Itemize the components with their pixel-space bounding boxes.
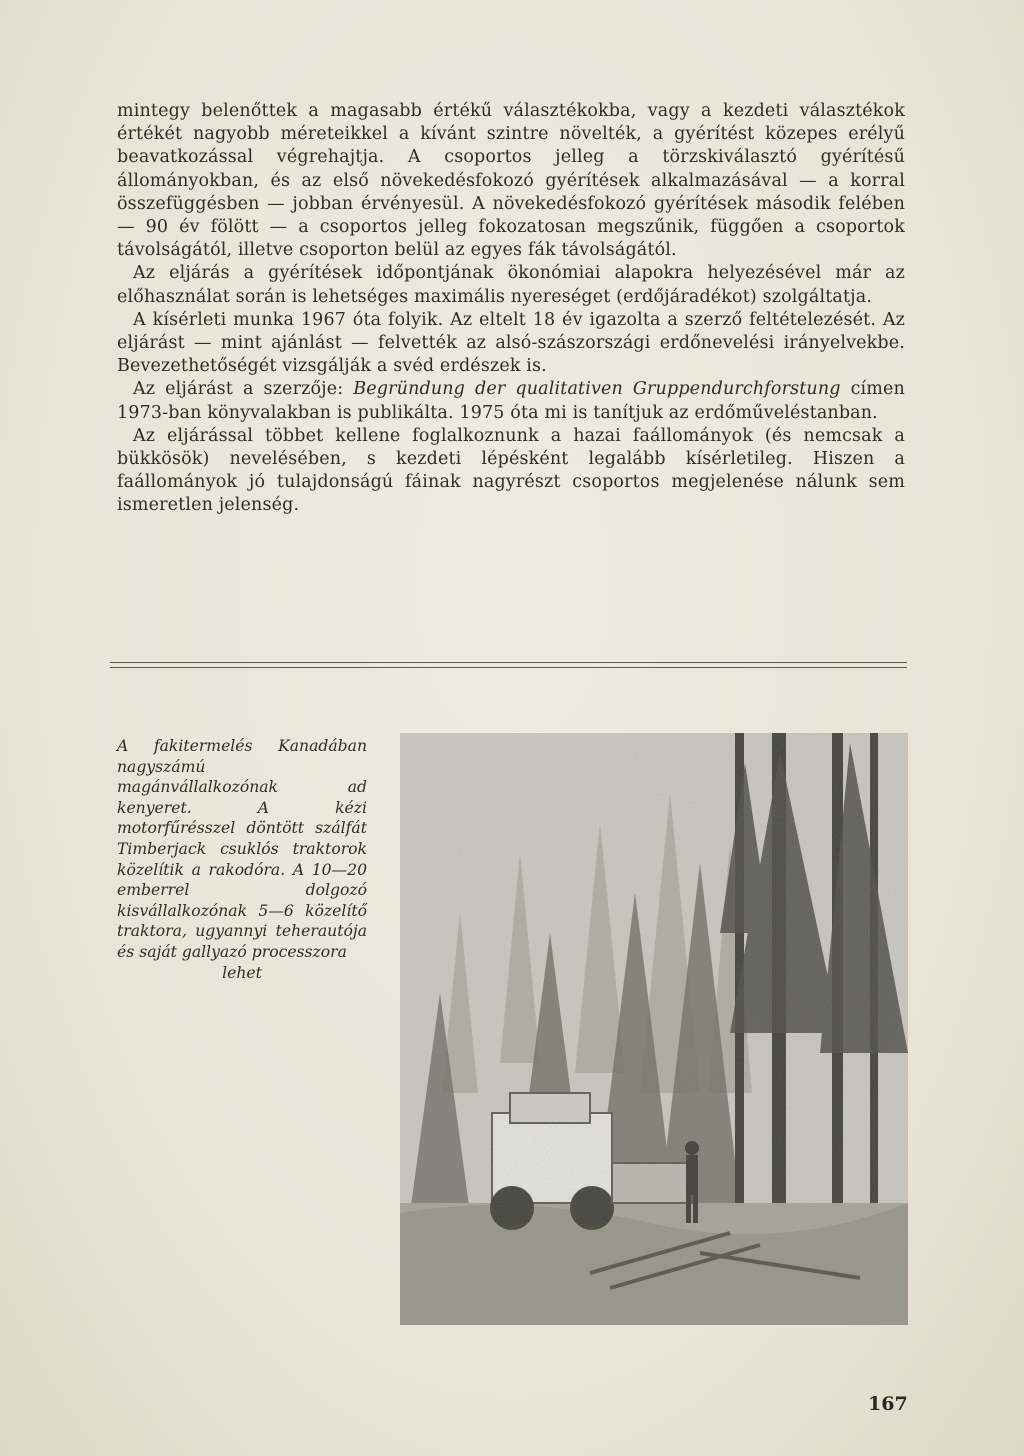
paragraph-2: Az eljárás a gyérítések időpontjának ökonómiai alapokra helyezésével már az előhasználat során is lehetséges maximális nyereséget (erdőjáradékot) szolgáltatja. (117, 263, 905, 307)
separator-rule-top (110, 662, 907, 663)
logging-photo (400, 733, 908, 1325)
paragraph-4-intro: Az eljárást a szerzője: (133, 379, 354, 400)
photo-caption (117, 736, 367, 983)
paragraph-5: Az eljárással többet kellene foglalkoznunk a hazai faállományok (és nemcsak a bükkösök) nevelésében, s kezdeti lépésként legalább kísérletileg. Hiszen a faállományok jó tulajdonságú fáinak nagyrészt csoportos megjelenése nálunk sem ismeretlen jelenség. (117, 425, 905, 516)
paragraph-4-rest: címen 1973-ban könyvalakban is publikálta. 1975 óta mi is tanítjuk az erdőműveléstanban. (117, 379, 905, 423)
book-title: Begründung der qualitativen Gruppendurchforstung (353, 379, 841, 400)
paragraph-3: A kísérleti munka 1967 óta folyik. Az eltelt 18 év igazolta a szerző feltételezését. Az eljárást — mint ajánlást — felvették az alsó-szászországi erdőnevelési irányelvekbe. Bevezethetőségét vizsgálják a svéd erdészek is. (117, 309, 905, 377)
page-number: 167 (868, 1393, 908, 1415)
paragraph-4 (117, 378, 905, 424)
forest-photo-illustration (400, 733, 908, 1325)
caption-last-line: lehet (222, 963, 262, 982)
article-body (117, 100, 905, 518)
caption-text: A fakitermelés Kanadában nagyszámú magánvállalkozónak ad kenyeret. A kézi motorfűrésszel döntött szálfát Timberjack csuklós traktorok közelítik a rakodóra. A 10—20 emberrel dolgozó kisvállalkozónak 5—6 közelítő traktora, ugyannyi teherautója és saját gallyazó processzora (117, 737, 367, 961)
paragraph-1: mintegy belenőttek a magasabb értékű választékokba, vagy a kezdeti választékok értékét nagyobb méreteikkel a kívánt szintre növelték, a gyérítést közepes erélyű beavatkozással végrehajtja. A csoportos jelleg a törzskiválasztó gyérítésű állományokban, és az első növekedésfokozó gyérítések alkalmazásával — a korral összefüggésben — jobban érvényesül. A növekedésfokozó gyérítések második felében — 90 év fölött — a csoportos jelleg fokozatosan megszűnik, függően a csoportok távolságától, illetve csoporton belül az egyes fák távolságától. (117, 101, 905, 261)
separator-rule-bottom (110, 667, 907, 668)
